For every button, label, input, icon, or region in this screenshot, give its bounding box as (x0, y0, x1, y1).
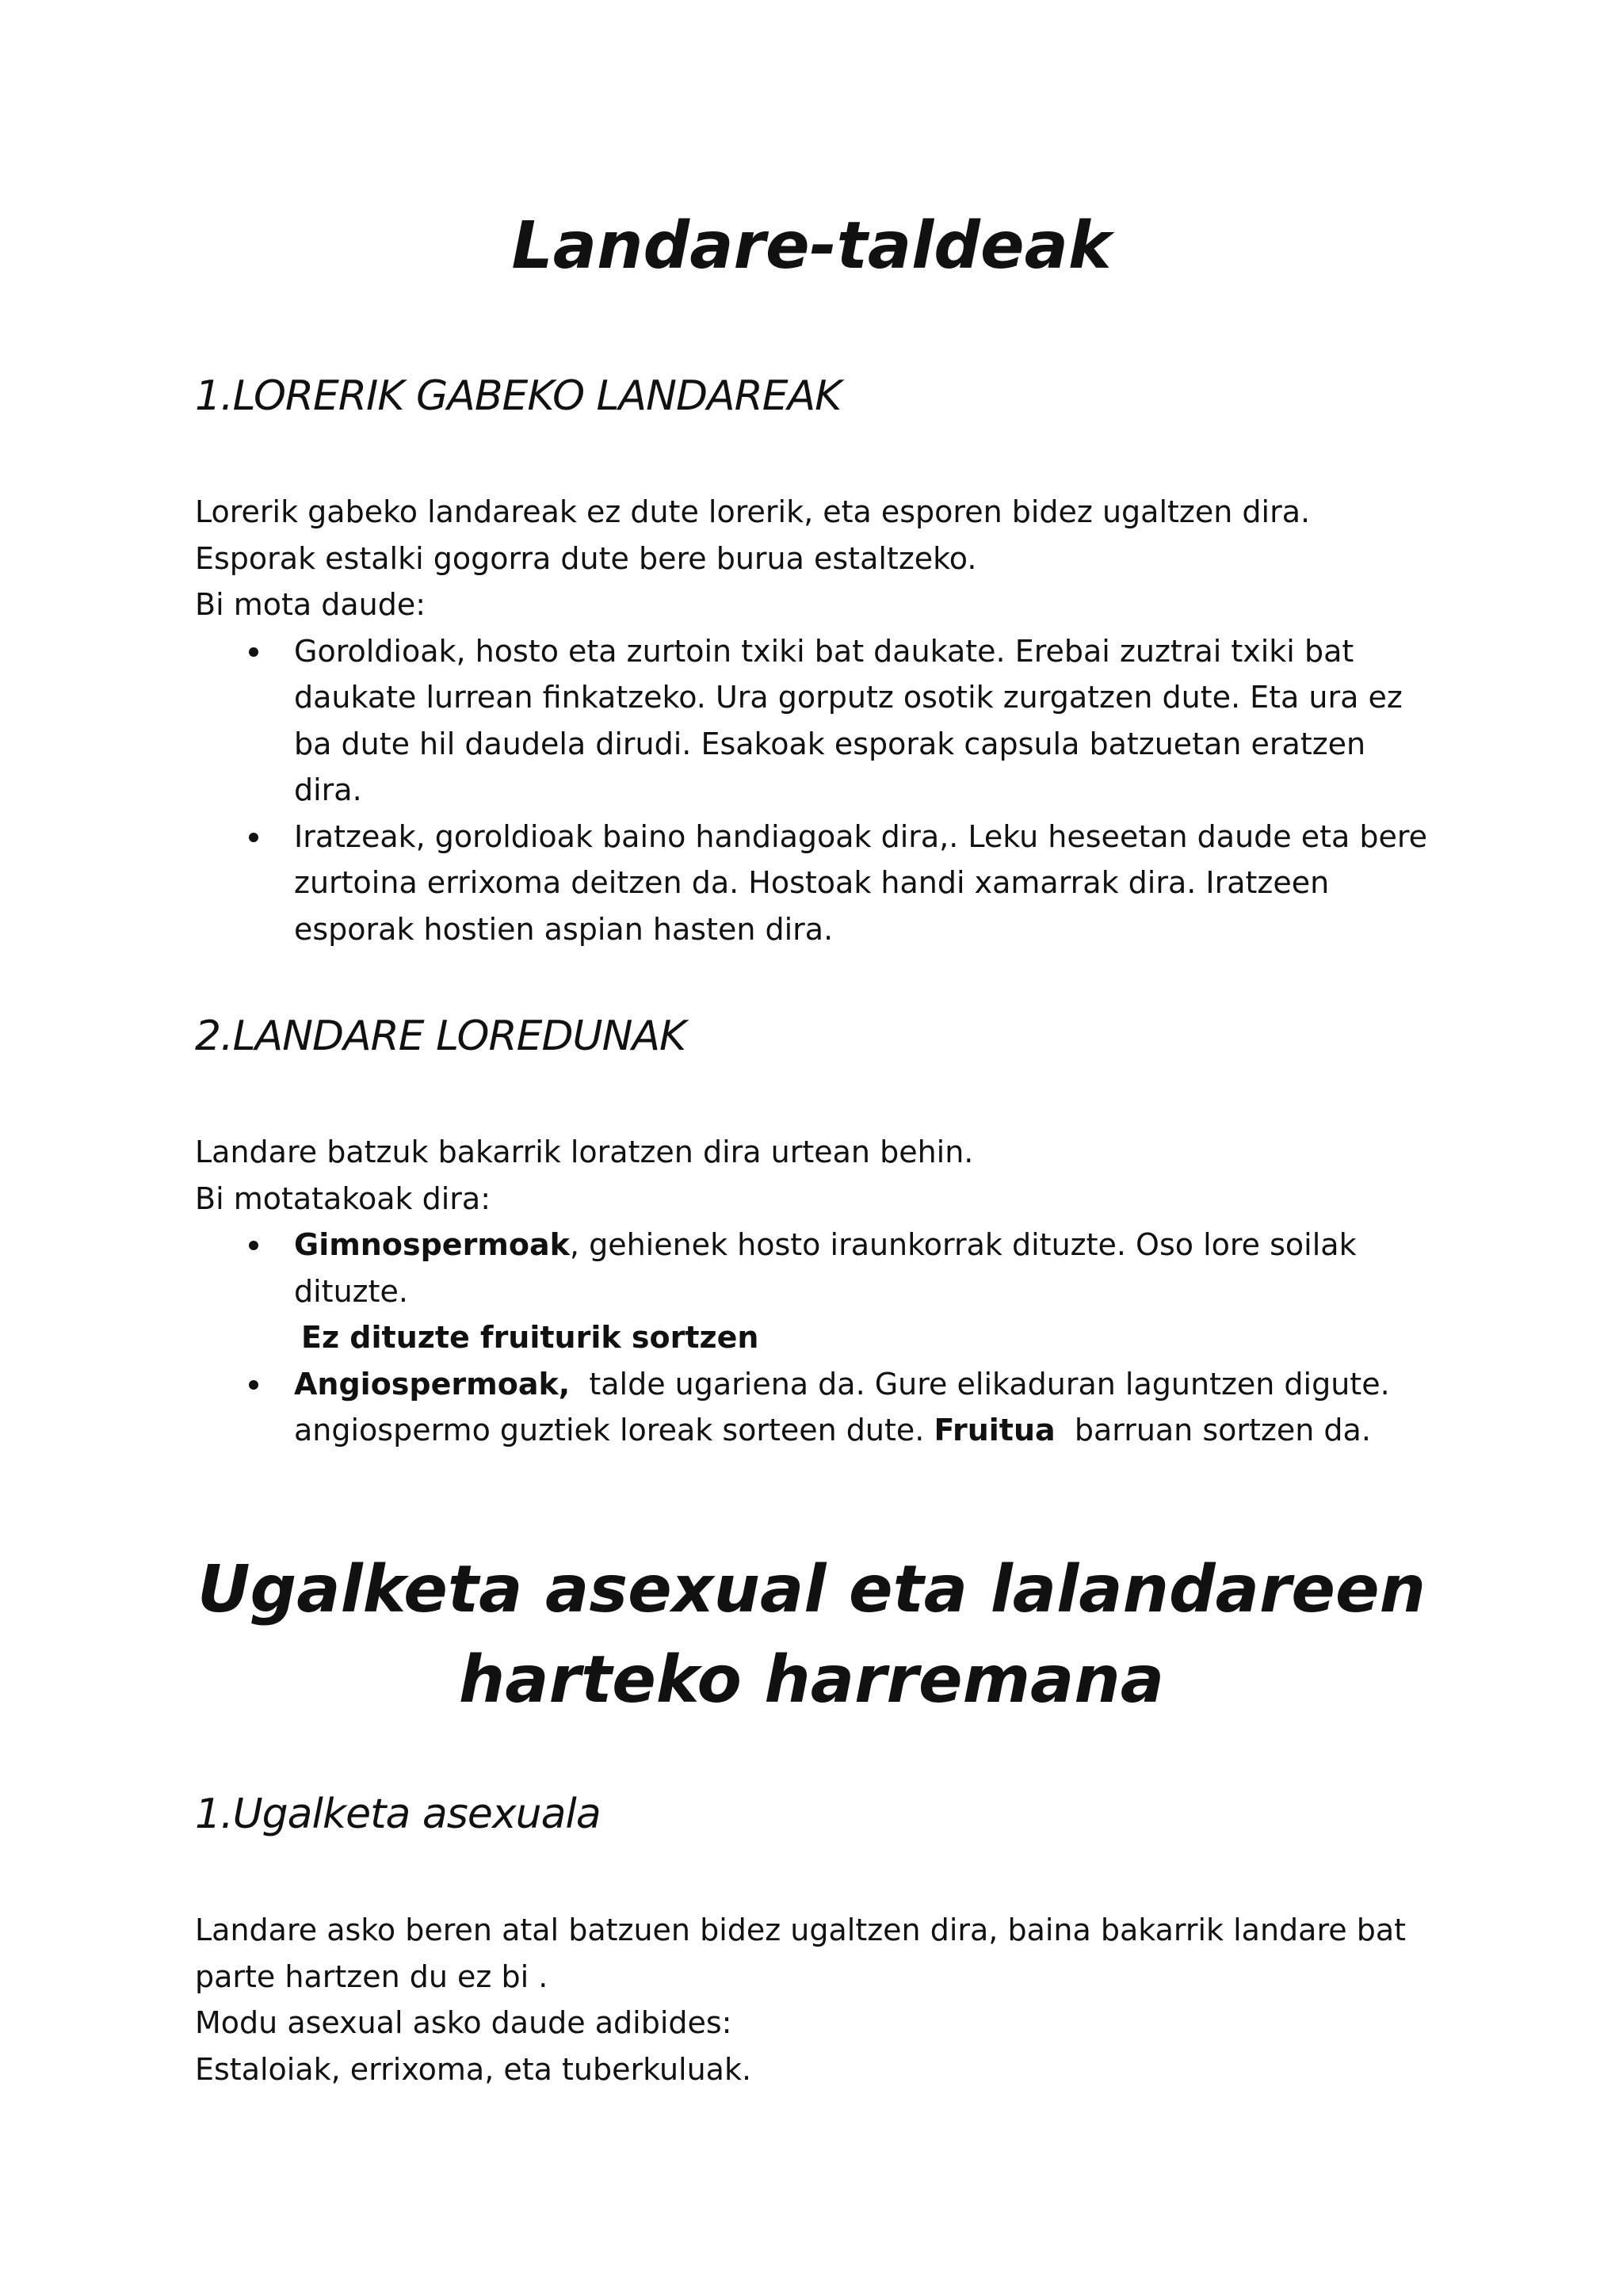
list-item-line (294, 1361, 1463, 1408)
section-heading-landare-loredunak: 2.LANDARE LOREDUNAK (195, 1013, 686, 1060)
term-gimnospermoak: Gimnospermoak (294, 1227, 570, 1262)
document-title-2 (0, 1545, 1623, 1726)
section-heading-lorerik-gabeko: 1.LORERIK GABEKO LANDAREAK (195, 372, 842, 420)
list-item-iratzeak (195, 814, 1463, 953)
paragraph-line: Lorerik gabeko landareak ez dute lorerik, eta esporen bidez ugaltzen dira. (195, 494, 1311, 529)
bullet-list (195, 628, 1463, 953)
paragraph-line: Bi motatakoak dira: (195, 1180, 491, 1216)
list-item-text: , gehienek hosto iraunkorrak dituzte. Oso lore soilak (569, 1227, 1357, 1262)
list-item-text: angiospermo guztiek loreak sorteen dute. (294, 1413, 934, 1447)
list-item-gimnospermoak (195, 1222, 1463, 1361)
bullet-icon (249, 1380, 258, 1390)
title-line: Ugalketa asexual eta lalandareen (197, 1552, 1426, 1627)
section-body-ugalketa-asexuala (195, 1907, 1463, 2092)
list-item-angiospermoak (195, 1361, 1463, 1454)
bullet-icon (249, 647, 258, 657)
document-title: Landare-taldeak (511, 208, 1112, 284)
list-item-line: daukate lurrean finkatzeko. Ura gorputz osotik zurgatzen dute. Eta ura ez (294, 680, 1403, 715)
list-item-goroldioak (195, 628, 1463, 814)
paragraph-line: Modu asexual asko daude adibides: (195, 2005, 732, 2040)
section-body-landare-loredunak (195, 1129, 1463, 1454)
list-item-line (294, 1407, 1463, 1454)
list-item-line: dituzte. (294, 1273, 408, 1309)
list-item-line: esporak hostien aspian hasten dira. (294, 911, 834, 947)
list-item-line: Iratzeak, goroldioak baino handiagoak dira,. Leku heseetan daude eta bere (294, 818, 1428, 854)
title-line: harteko harremana (458, 1642, 1165, 1718)
bold-note: Ez dituzte fruiturik sortzen (301, 1320, 759, 1355)
bullet-list (195, 1222, 1463, 1454)
list-item-line: zurtoina errixoma deitzen da. Hostoak handi xamarrak dira. Iratzeen (294, 865, 1330, 900)
list-item-text: talde ugariena da. Gure elikaduran laguntzen digute. (570, 1366, 1390, 1402)
paragraph-line: parte hartzen du ez bi . (195, 1958, 548, 1994)
bullet-icon (249, 1241, 258, 1250)
paragraph-line: Landare asko beren atal batzuen bidez ugaltzen dira, baina bakarrik landare bat (195, 1913, 1407, 1947)
paragraph-line: Bi mota daude: (195, 587, 426, 622)
paragraph-line: Esporak estalki gogorra dute bere burua estaltzeko. (195, 540, 977, 576)
list-item-line: ba dute hil daudela dirudi. Esakoak esporak capsula batzuetan eratzen (294, 726, 1366, 761)
paragraph-line: Estaloiak, errixoma, eta tuberkuluak. (195, 2051, 752, 2087)
bullet-icon (249, 833, 258, 842)
list-item-text: barruan sortzen da. (1055, 1413, 1371, 1447)
section-heading-ugalketa-asexuala: 1.Ugalketa asexuala (195, 1791, 601, 1838)
list-item-line (294, 1222, 1463, 1268)
list-item-line: Goroldioak, hosto eta zurtoin txiki bat daukate. Erebai zuztrai txiki bat (294, 633, 1354, 669)
paragraph-line: Landare batzuk bakarrik loratzen dira urtean behin. (195, 1135, 974, 1169)
term-fruitua: Fruitua (934, 1413, 1056, 1447)
list-item-line: dira. (294, 772, 362, 807)
term-angiospermoak: Angiospermoak, (294, 1366, 571, 1402)
section-body-lorerik-gabeko (195, 489, 1463, 952)
